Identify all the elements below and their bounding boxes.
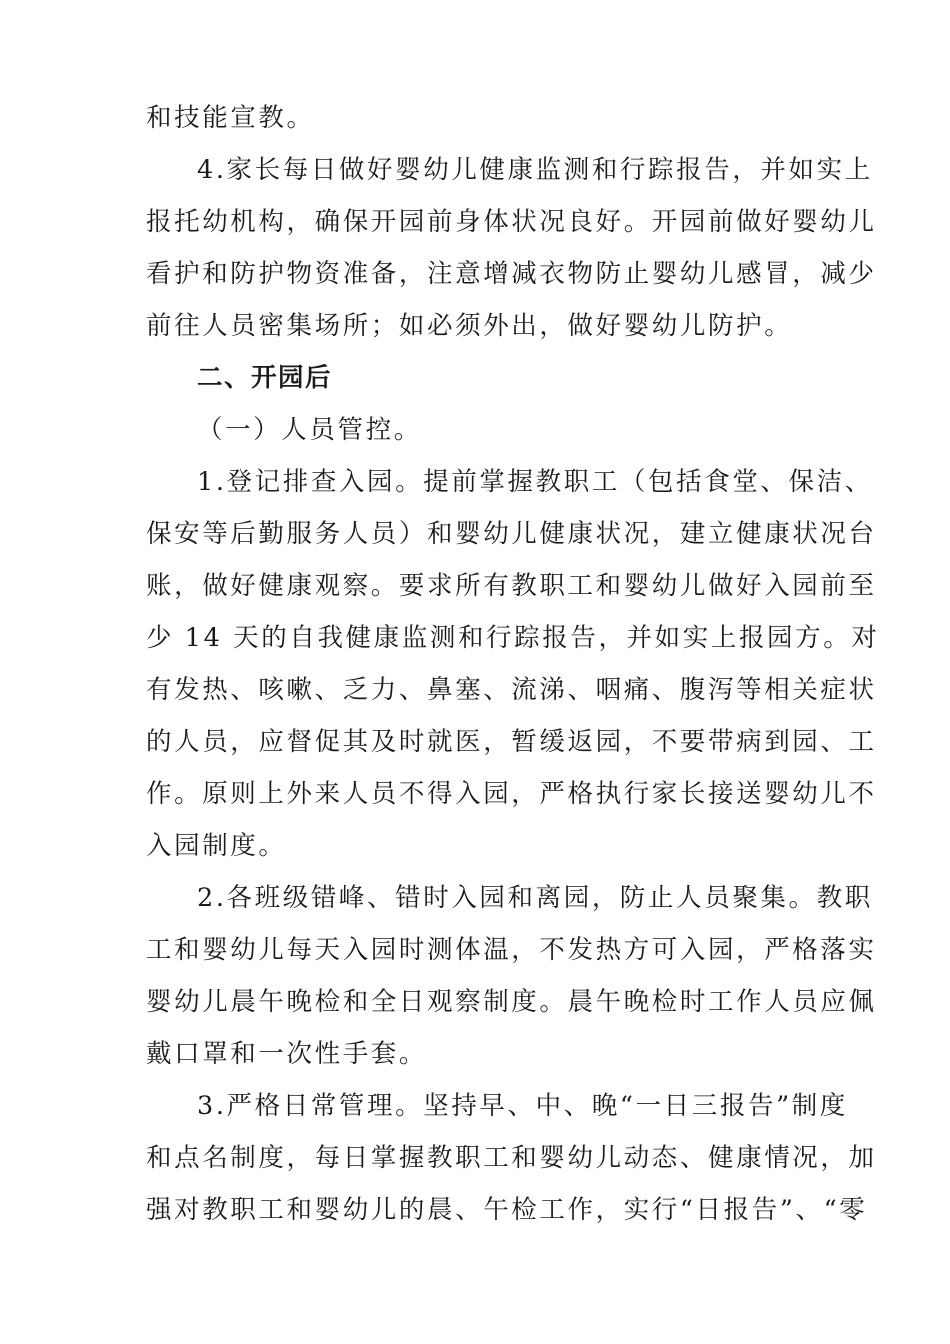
paragraph-line: 强对教职工和婴幼儿的晨、午检工作，实行“日报告”、“零 bbox=[146, 1195, 868, 1225]
paragraph-line: 看护和防护物资准备，注意增减衣物防止婴幼儿感冒，减少 bbox=[146, 259, 877, 289]
paragraph-line: 2.各班级错峰、错时入园和离园，防止人员聚集。教职 bbox=[197, 883, 873, 913]
subsection-heading: （一）人员管控。 bbox=[197, 415, 422, 445]
paragraph-line: 报托幼机构，确保开园前身体状况良好。开园前做好婴幼儿 bbox=[146, 207, 877, 237]
document-page bbox=[146, 92, 880, 1236]
paragraph-line: 入园制度。 bbox=[146, 831, 287, 861]
section-heading: 二、开园后 bbox=[197, 363, 333, 393]
paragraph-line: 戴口罩和一次性手套。 bbox=[146, 1039, 428, 1069]
paragraph-line: 3.严格日常管理。坚持早、中、晚“一日三报告”制度 bbox=[197, 1091, 848, 1121]
paragraph-line: 和点名制度，每日掌握教职工和婴幼儿动态、健康情况，加 bbox=[146, 1143, 877, 1173]
paragraph-line: 工和婴幼儿每天入园时测体温，不发热方可入园，严格落实 bbox=[146, 935, 877, 965]
paragraph-line: 作。原则上外来人员不得入园，严格执行家长接送婴幼儿不 bbox=[146, 779, 877, 809]
paragraph-line: 少 14 天的自我健康监测和行踪报告，并如实上报园方。对 bbox=[146, 623, 880, 653]
paragraph-line: 前往人员密集场所；如必须外出，做好婴幼儿防护。 bbox=[146, 311, 793, 341]
paragraph-line: 和技能宣教。 bbox=[146, 103, 315, 133]
paragraph-line: 账，做好健康观察。要求所有教职工和婴幼儿做好入园前至 bbox=[146, 571, 877, 601]
paragraph-line: 的人员，应督促其及时就医，暂缓返园，不要带病到园、工 bbox=[146, 727, 877, 757]
paragraph-line: 4.家长每日做好婴幼儿健康监测和行踪报告，并如实上 bbox=[197, 155, 873, 185]
paragraph-line: 有发热、咳嗽、乏力、鼻塞、流涕、咽痛、腹泻等相关症状 bbox=[146, 675, 877, 705]
paragraph-line: 婴幼儿晨午晚检和全日观察制度。晨午晚检时工作人员应佩 bbox=[146, 987, 877, 1017]
paragraph-line: 1.登记排查入园。提前掌握教职工（包括食堂、保洁、 bbox=[197, 467, 873, 497]
paragraph-line: 保安等后勤服务人员）和婴幼儿健康状况，建立健康状况台 bbox=[146, 519, 877, 549]
